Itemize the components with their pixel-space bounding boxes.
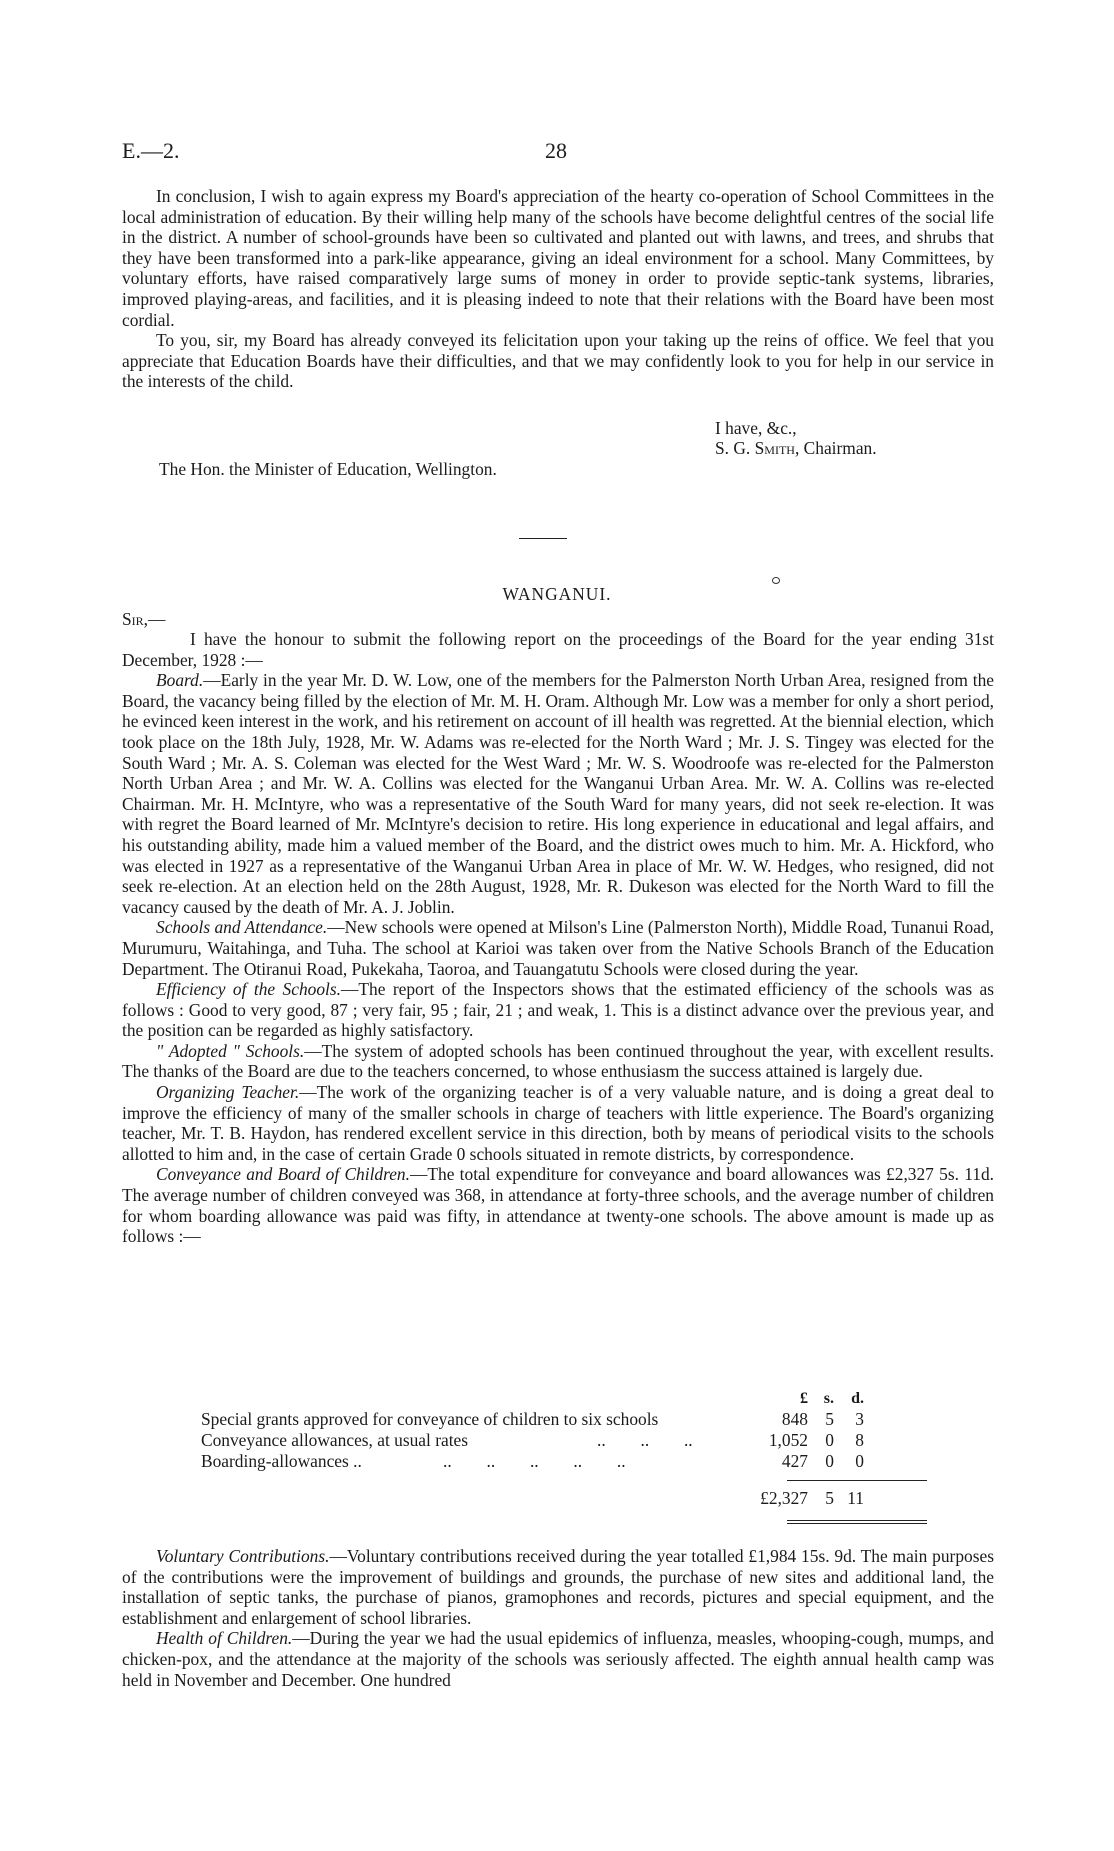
adopted-heading: " Adopted " Schools. [156, 1040, 305, 1061]
total-double-rule [787, 1520, 927, 1521]
sign-off: I have, &c., [715, 418, 797, 438]
account-row [201, 1451, 925, 1472]
account-row-desc: Conveyance allowances, at usual rates [201, 1430, 469, 1450]
account-row-pence: 0 [855, 1451, 864, 1471]
conveyance-text: —The total expenditure for conveyance and board allowances was £2,327 5s. 11d. The average number of children conveyed was 368, in attendance at forty-three schools, and the average number of children for whom boarding allowance was paid was fifty, in attendance at twenty-one schools. The above amount is made up as follows :— [122, 1164, 994, 1247]
salutation: Sir,— [122, 609, 166, 629]
account-row-pounds: 848 [781, 1409, 808, 1429]
account-total-pence: 11 [847, 1488, 864, 1508]
account-total-row [201, 1488, 925, 1509]
addressee: The Hon. the Minister of Education, Wellington. [159, 459, 497, 479]
conveyance-paragraph [122, 1164, 994, 1246]
schools-heading: Schools and Attendance. [156, 917, 328, 938]
schools-text: —New schools were opened at Milson's Line (Palmerston North), Middle Road, Tunanui Road, Murumuru, Waitahinga, and Tuha. The school at Karioi was taken over from the Native Schools Branch of the Education Department. The Otiranui Road, Pukekaha, Taoroa, and Tauangatutu Schools were closed during the year. [122, 917, 994, 979]
board-paragraph [122, 670, 994, 917]
account-row-leaders: .. .. .. [597, 1430, 693, 1450]
account-row-pence: 8 [855, 1430, 864, 1450]
account-row [201, 1409, 925, 1430]
section-divider [519, 538, 567, 539]
organizing-heading: Organizing Teacher. [156, 1082, 300, 1103]
efficiency-paragraph [122, 979, 994, 1041]
intro-paragraph: I have the honour to submit the following report on the proceedings of the Board for the year ending 31st December, 1928 :— [122, 629, 994, 670]
health-heading: Health of Children. [156, 1628, 293, 1649]
account-row-shillings: 0 [825, 1451, 834, 1471]
wanganui-report-body [122, 629, 994, 1247]
page-number: 28 [545, 138, 567, 163]
account-row [201, 1430, 925, 1451]
health-paragraph [122, 1628, 994, 1690]
total-rule [787, 1480, 927, 1481]
signatory-title: , Chairman. [794, 438, 877, 458]
account-row-pence: 3 [855, 1409, 864, 1429]
health-text: —During the year we had the usual epidemics of influenza, measles, whooping-cough, mumps, and chicken-pox, and the attendance at the majority of the schools was seriously affected. The eighth annual health camp was held in November and December. One hundred [122, 1628, 994, 1690]
document-code: E.—2. [122, 138, 180, 163]
voluntary-text: —Voluntary contributions received during the year totalled £1,984 15s. 9d. The main purposes of the contributions were the improvement of buildings and grounds, the purchase of new sites and additional land, the installation of septic tanks, the purchase of pianos, gramophones and records, pictures and special equipment, and the establishment and enlargement of school libraries. [122, 1546, 994, 1628]
closing-paragraph-2: To you, sir, my Board has already conveyed its felicitation upon your taking up the reins of office. We feel that you appreciate that Education Boards have their difficulties, and that we may confidently look to you for help in our service in the interests of the child. [122, 330, 994, 392]
account-header [201, 1388, 925, 1409]
efficiency-heading: Efficiency of the Schools. [156, 979, 341, 1000]
conveyance-heading: Conveyance and Board of Children. [156, 1164, 410, 1185]
adopted-paragraph [122, 1041, 994, 1082]
section-title: WANGANUI. [502, 584, 612, 604]
board-text: —Early in the year Mr. D. W. Low, one of the members for the Palmerston North Urban Area, resigned from the Board, the vacancy being filled by the election of Mr. M. H. Oram. Although Mr. Low was a member for only a short period, he evinced keen interest in the work, and his retirement on account of ill health was regretted. At the biennial election, which took place on the 18th July, 1928, Mr. W. Adams was re-elected for the North Ward ; Mr. J. S. Tingey was elected for the South Ward ; Mr. A. S. Coleman was elected for the West Ward ; Mr. W. S. Woodroofe was re-elected for the Palmerston North Urban Area ; and Mr. W. A. Collins was elected for the Wanganui Urban Area. Mr. W. A. Collins was re-elected Chairman. Mr. H. McIntyre, who was a representative of the South Ward for many years, did not seek re-election. It was with regret the Board learned of Mr. McIntyre's decision to retire. His long experience in educational and legal affairs, and his outstanding ability, made him a valued member of the Board, and the district owes much to him. Mr. A. Hickford, who was elected in 1927 as a representative of the Wanganui Urban Area in place of Mr. W. W. Hedges, who resigned, did not seek re-election. At an election held on the 28th August, 1928, Mr. R. Dukeson was elected for the North Ward to fill the vacancy caused by the death of Mr. A. J. Joblin. [122, 670, 994, 917]
account-row-desc: Special grants approved for conveyance of children to six schools [201, 1409, 659, 1429]
shillings-header: s. [823, 1390, 834, 1407]
account-row-shillings: 0 [825, 1430, 834, 1450]
account-row-shillings: 5 [825, 1409, 834, 1429]
signatory-name: S. G. Smith [715, 438, 795, 458]
account-row-desc: Boarding-allowances .. [201, 1451, 362, 1471]
account-table [201, 1388, 925, 1509]
organizing-paragraph [122, 1082, 994, 1164]
account-row-leaders: .. .. .. .. .. [443, 1451, 626, 1471]
schools-paragraph [122, 917, 994, 979]
pounds-header: £ [800, 1390, 808, 1407]
voluntary-heading: Voluntary Contributions. [156, 1546, 330, 1566]
signature [715, 438, 877, 459]
adopted-text: —The system of adopted schools has been continued throughout the year, with excellent results. The thanks of the Board are due to the teachers concerned, to whose enthusiasm the success attained is largely due. [122, 1040, 994, 1082]
board-heading: Board. [156, 670, 204, 691]
total-double-rule [787, 1523, 927, 1524]
account-row-pounds: 427 [781, 1451, 808, 1471]
closing-letter-body [122, 186, 994, 392]
pence-header: d. [851, 1390, 864, 1407]
account-total-shillings: 5 [825, 1488, 834, 1508]
voluntary-paragraph [122, 1546, 994, 1628]
print-speck [772, 577, 780, 584]
closing-paragraph-1: In conclusion, I wish to again express my Board's appreciation of the hearty co-operation of School Committees in the local administration of education. By their willing help many of the schools have become delightful centres of the social life in the district. A number of school-grounds have been so cultivated and planted out with lawns, and trees, and shrubs that they have been transformed into a park-like appearance, giving an ideal environment for a school. Many Committees, by voluntary efforts, have raised comparatively large sums of money in order to provide septic-tank systems, libraries, improved playing-areas, and facilities, and it is pleasing indeed to note that their relations with the Board have been most cordial. [122, 186, 994, 330]
organizing-text: —The work of the organizing teacher is of a very valuable nature, and is doing a great deal to improve the efficiency of many of the smaller schools in charge of teachers with little experience. The Board's organizing teacher, Mr. T. B. Haydon, has rendered excellent service in this direction, both by means of periodical visits to the schools allotted to him and, in the case of certain Grade 0 schools situated in remote districts, by correspondence. [122, 1082, 995, 1164]
efficiency-text: —The report of the Inspectors shows that the estimated efficiency of the schools was as follows : Good to very good, 87 ; very fair, 95 ; fair, 21 ; and weak, 1. This is a distinct advance over the previous year, and the position can be regarded as highly satisfactory. [122, 979, 994, 1041]
wanganui-report-body-continued [122, 1546, 994, 1690]
account-total-pounds: £2,327 [760, 1488, 808, 1508]
account-row-pounds: 1,052 [768, 1430, 808, 1450]
